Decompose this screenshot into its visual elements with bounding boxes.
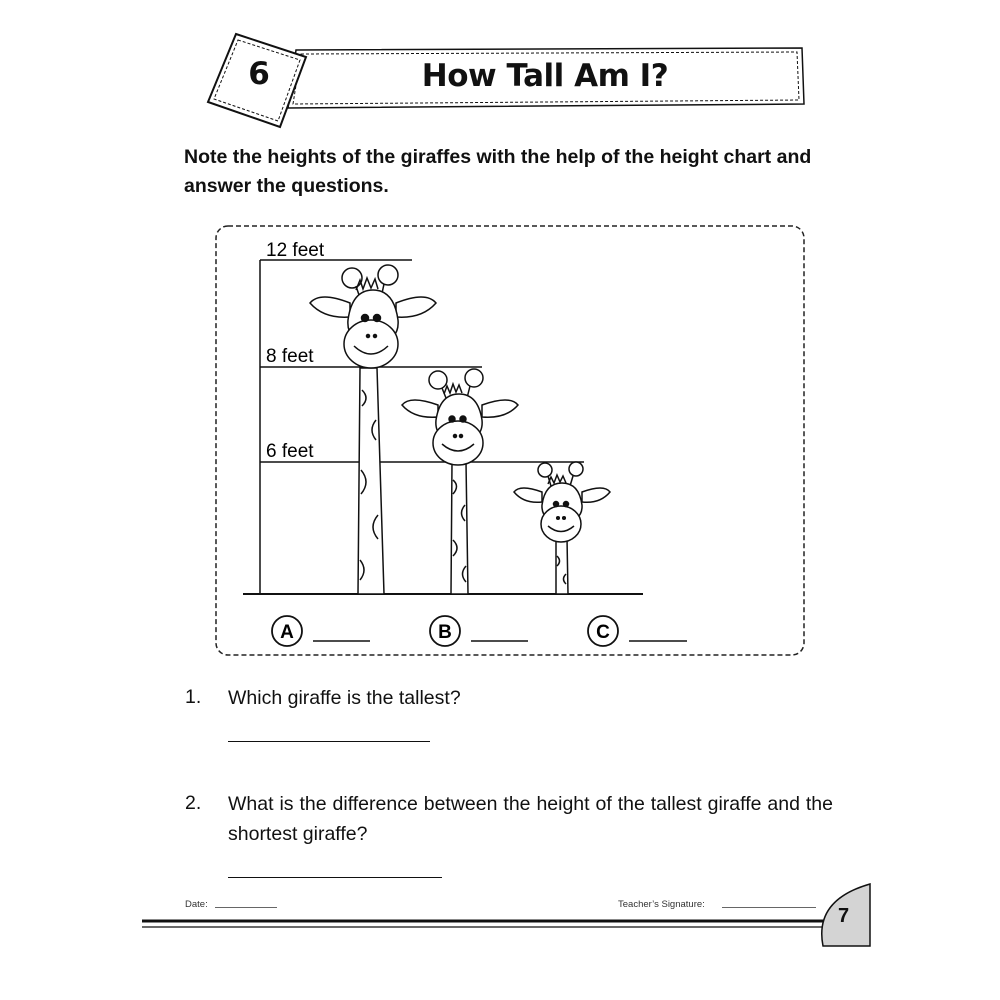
height-label-6: 6 feet bbox=[266, 441, 314, 462]
question-1-answer-line[interactable] bbox=[228, 741, 430, 742]
height-label-12: 12 feet bbox=[266, 240, 325, 261]
answer-c[interactable] bbox=[588, 616, 687, 646]
answer-a[interactable] bbox=[272, 616, 370, 646]
date-label: Date: bbox=[185, 899, 208, 910]
lesson-number: 6 bbox=[248, 56, 270, 92]
question-2-answer-line[interactable] bbox=[228, 877, 442, 878]
page-title: How Tall Am I? bbox=[421, 58, 669, 94]
giraffe-letter-b: B bbox=[438, 622, 452, 643]
question-1-number: 1. bbox=[185, 686, 202, 708]
instructions: Note the heights of the giraffes with the help of the height chart and answer the questions. bbox=[184, 146, 812, 197]
giraffe-a bbox=[310, 265, 436, 594]
signature-label: Teacher’s Signature: bbox=[618, 899, 705, 910]
giraffe-c bbox=[514, 462, 610, 594]
giraffe-letter-a: A bbox=[280, 622, 294, 643]
question-2-number: 2. bbox=[185, 792, 202, 814]
giraffe-b bbox=[402, 369, 518, 594]
question-1-text: Which giraffe is the tallest? bbox=[228, 687, 461, 709]
answer-b[interactable] bbox=[430, 616, 528, 646]
giraffe-letter-c: C bbox=[596, 622, 610, 643]
footer-rule bbox=[140, 880, 880, 950]
height-label-8: 8 feet bbox=[266, 346, 314, 367]
page-number: 7 bbox=[838, 905, 850, 927]
question-2-text: What is the difference between the height of the tallest giraffe and the shortest giraffe? bbox=[228, 793, 833, 845]
